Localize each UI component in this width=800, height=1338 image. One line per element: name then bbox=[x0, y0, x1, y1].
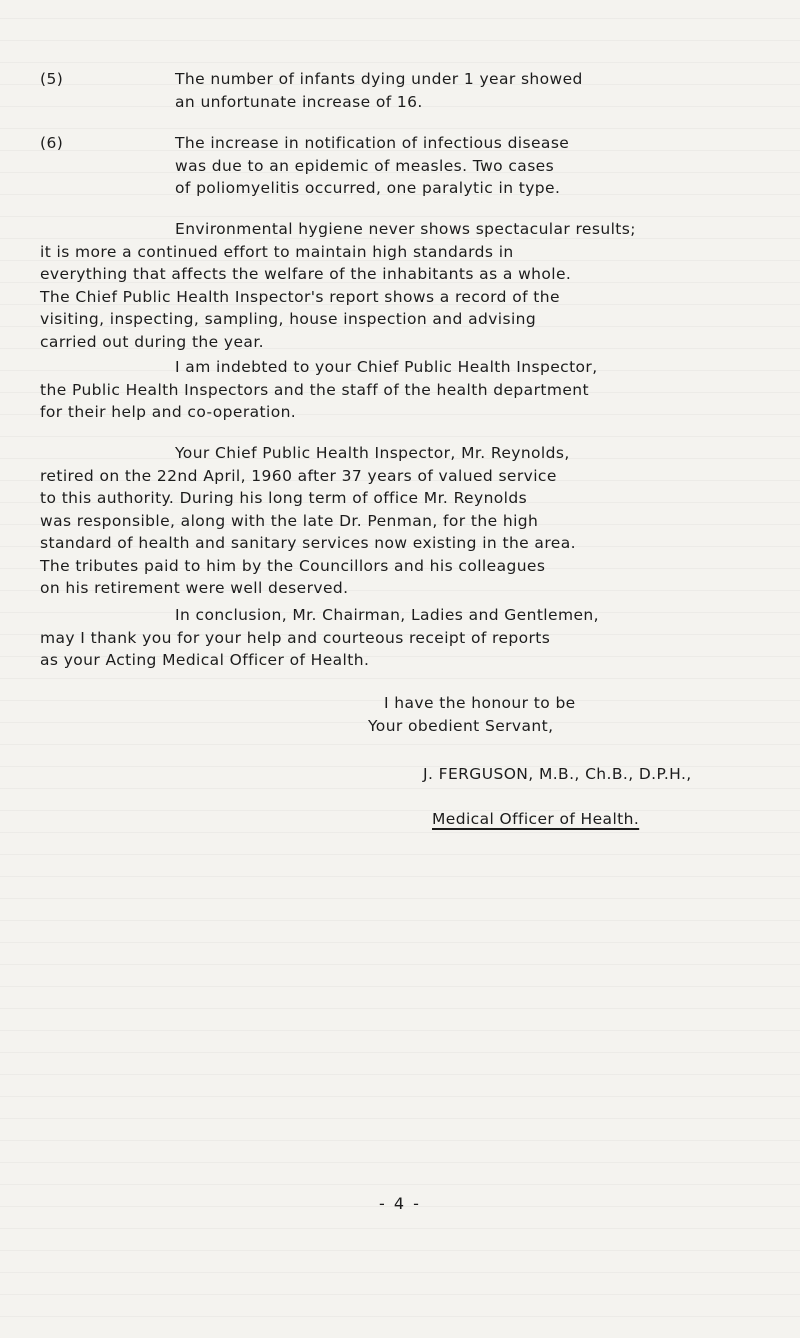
text-line: it is more a continued effort to maintain high standards in bbox=[40, 242, 514, 261]
signature-title: Medical Officer of Health. bbox=[432, 810, 640, 828]
text-line: The number of infants dying under 1 year showed bbox=[175, 70, 583, 88]
numbered-item bbox=[175, 132, 569, 200]
text-line: visiting, inspecting, sampling, house inspection and advising bbox=[40, 310, 537, 328]
text-line: standard of health and sanitary services now existing in the area. bbox=[40, 534, 576, 552]
numbered-item bbox=[175, 68, 583, 113]
text-line: retired on the 22nd April, 1960 after 37 years of valued service bbox=[40, 466, 557, 485]
text-line: the Public Health Inspectors and the staff of the health department bbox=[40, 380, 589, 399]
paragraph-acknowledgement bbox=[40, 356, 598, 424]
text-line: In conclusion, Mr. Chairman, Ladies and Gentlemen, bbox=[175, 606, 599, 624]
paragraph-conclusion bbox=[40, 604, 599, 672]
text-line: on his retirement were well deserved. bbox=[40, 579, 349, 597]
item-number: (6) bbox=[40, 134, 64, 152]
text-line: The increase in notification of infectious disease bbox=[175, 134, 570, 152]
text-line: to this authority. During his long term of office Mr. Reynolds bbox=[40, 489, 528, 507]
text-line: was responsible, along with the late Dr. Penman, for the high bbox=[40, 511, 539, 530]
text-line: everything that affects the welfare of the inhabitants as a whole. bbox=[40, 265, 572, 283]
text-line: as your Acting Medical Officer of Health. bbox=[40, 651, 370, 669]
paragraph-retirement bbox=[40, 442, 576, 600]
text-line: an unfortunate increase of 16. bbox=[175, 92, 423, 111]
page-number: - 4 - bbox=[379, 1194, 421, 1213]
paragraph-environmental-hygiene bbox=[40, 218, 636, 353]
text-line: may I thank you for your help and courteous receipt of reports bbox=[40, 628, 551, 647]
text-line: Your Chief Public Health Inspector, Mr. Reynolds, bbox=[175, 444, 570, 462]
text-line: The tributes paid to him by the Councillors and his colleagues bbox=[40, 556, 546, 575]
text-line: for their help and co-operation. bbox=[40, 403, 297, 421]
text-line: carried out during the year. bbox=[40, 332, 264, 351]
text-line: Environmental hygiene never shows spectacular results; bbox=[175, 220, 636, 238]
text-line: of poliomyelitis occurred, one paralytic in type. bbox=[175, 179, 561, 197]
signature: J. FERGUSON, M.B., Ch.B., D.P.H., bbox=[423, 765, 692, 783]
text-line: I am indebted to your Chief Public Health Inspector, bbox=[175, 358, 598, 376]
text-line: was due to an epidemic of measles. Two cases bbox=[175, 156, 555, 175]
closing-line-1: I have the honour to be bbox=[384, 694, 576, 712]
closing-line-2: Your obedient Servant, bbox=[368, 717, 554, 735]
item-number: (5) bbox=[40, 70, 64, 88]
text-line: The Chief Public Health Inspector's report shows a record of the bbox=[40, 287, 560, 306]
